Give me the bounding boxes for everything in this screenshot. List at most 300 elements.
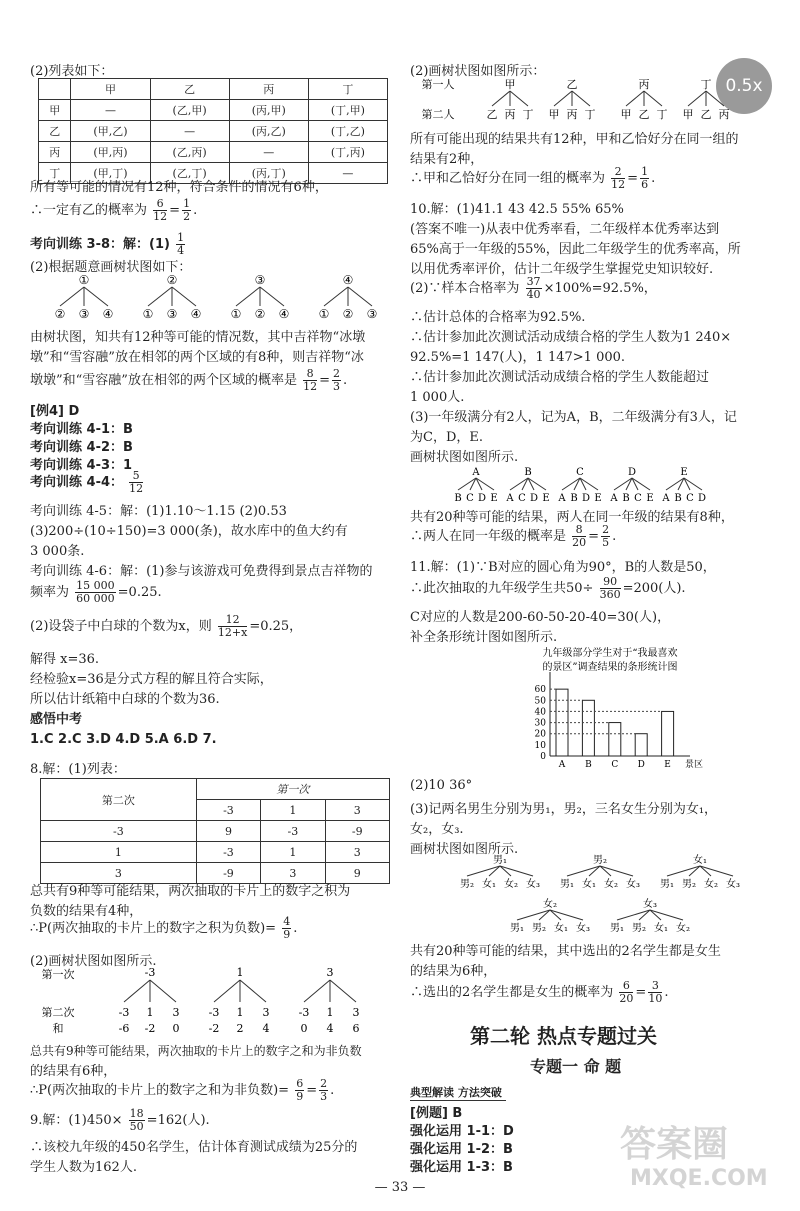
tree-branch [572,91,590,106]
text-line: 为C，D，E. [410,430,483,445]
bar-chart [510,646,710,776]
answer-line: 考向训练 4-4： $\frac{5}{12}$ [30,469,144,495]
fraction: $\frac{6}{20}$ [619,979,634,1005]
tree-label: 第一人 [421,78,455,91]
table-cell: 3 [41,863,197,884]
y-tick-label: 40 [534,707,546,718]
tree-leaf: ④ [278,307,290,321]
text-line: 10.解：(1)41.1 43 42.5 55% 65% [410,202,624,217]
text-line: 所有可能出现的结果共有12种，甲和乙恰好分在同一组的 [410,132,739,147]
text-line: 共有20种等可能的结果，两人在同一年级的结果有8种， [410,510,734,525]
table-cell: -3 [196,842,260,863]
text-line: 墩墩”和“雪容融”放在相邻的两个区域的概率是 $\frac{8}{12}$ = $\frac{2}{3}$ . [30,367,348,393]
fraction: $\frac{8}{12}$ [303,367,318,393]
pairs-table [38,78,388,184]
text-line: 考向训练 3-8：解：(1) $\frac{1}{4}$ [30,231,185,257]
tree-leaf: 乙 [638,108,650,121]
tree-node: ③ [254,273,266,287]
tree-leaf: 甲 [620,108,632,121]
tree-leaf: E [646,493,654,504]
table-cell: 1 [261,800,325,821]
tree-leaf: C [686,493,694,504]
tree-leaf: 甲 [682,108,694,121]
x-tick-label: D [637,760,645,770]
tree-branch [510,91,528,106]
text-line: 总共有9种等可能结果，两次抽取的卡片上的数字之积为 [30,884,351,899]
table-cell: -3 [41,821,197,842]
text-line: (3)200÷(10÷150)=3 000(条)，故水库中的鱼大约有 [30,524,348,539]
tree-node: 女₁ [692,855,708,866]
tree-leaf: A [506,493,514,504]
fraction: $\frac{1}{6}$ [641,165,649,191]
tree-branch [124,980,150,1002]
bar [635,734,647,756]
fraction: $\frac{3}{10}$ [648,979,663,1005]
table-cell: (丁,乙) [308,121,387,142]
text-line: (3)一年级满分有2人，记为A，B，二年级满分有3人，记 [410,410,737,425]
text-line: 92.5%=1 147(人)，1 147>1 000. [410,350,626,365]
table-cell: (丁,甲) [308,100,387,121]
tree-diagram-5a [410,852,780,890]
text-line: 65%高于一年级的55%，因此二年级学生的优秀率高，所 [410,242,741,257]
tree-branch [554,91,572,106]
tree-label: 第二次 [41,1006,75,1019]
tree-leaf: 男₂ [459,879,475,890]
table-cell: 乙 [39,121,71,142]
fraction: $\frac{15 000}{60 000}$ [76,579,115,605]
text-line: (2)画树状图如图所示： [410,64,546,79]
tree-leaf: 女₁ [653,923,669,934]
tree-leaf: ③ [366,307,378,321]
table-cell: — [308,163,387,184]
tree-leaf: 男₂ [631,923,647,934]
tree-leaf: ① [318,307,330,321]
bar [609,723,621,756]
x-tick-label: C [611,760,619,770]
answer-line: 考向训练 4-5：解：(1)1.10～1.15 (2)0.53 [30,504,287,519]
tree-node: C [576,467,584,478]
tree-leaf: 女₁ [553,923,569,934]
tree-sum: -6 [118,1022,130,1035]
table-cell: 丙 [229,79,308,100]
fraction: $\frac{4}{9}$ [283,915,291,941]
x-axis-label: 景区 [684,760,704,770]
x-tick-label: E [664,760,671,770]
tree-diagram-4 [410,464,770,504]
table-cell: 3 [261,863,325,884]
tree-leaf: 丁 [584,108,596,121]
tree-leaf: 女₃ [625,879,641,890]
tree-leaf: 女₃ [525,879,541,890]
tree-leaf: -3 [298,1006,310,1019]
y-tick-label: 30 [534,718,546,729]
text-line: 女₂，女₃. [410,822,464,837]
text-line: 补全条形统计图如图所示. [410,630,558,645]
tree-branch [348,287,372,306]
text-line: ∴P(两次抽取的卡片上的数字之和为非负数)= $\frac{6}{9}$ = $\frac{2}{3}$ . [30,1077,335,1103]
tree-node: 男₂ [592,855,608,866]
text-line: ∴一定有乙的概率为 $\frac{6}{12}$ = $\frac{1}{2}$ . [30,197,198,223]
text-line: 9.解：(1)450× $\frac{18}{50}$ =162(人). [30,1107,210,1133]
tree-leaf: C [466,493,474,504]
tree-leaf: 男₁ [659,879,675,890]
table-cell: 9 [196,821,260,842]
table-cell: 3 [325,842,389,863]
tree-label: 第二人 [421,108,455,121]
text-line: (2)∵样本合格率为 $\frac{37}{40}$ ×100%=92.5%， [410,275,657,301]
text-line: (2)10 36° [410,778,473,793]
tree-leaf: B [454,493,462,504]
text-line: 墩”和“雪容融”放在相邻的两个区域的有8种，则吉祥物“冰 [30,350,364,365]
text-line: 所以估计纸箱中白球的个数为36. [30,692,220,707]
text-line: (2)画树状图如图所示. [30,954,157,969]
tree-label: 第一次 [41,968,75,981]
tree-sum: 2 [236,1022,244,1035]
answer-line: 考向训练 4-1：B [30,422,133,437]
fraction: $\frac{2}{3}$ [333,367,340,393]
table-cell: — [150,121,229,142]
text-line: 画树状图如图所示. [410,842,519,857]
tree-leaf: B [674,493,682,504]
x-tick-label: A [558,760,566,770]
tree-leaf: 男₁ [609,923,625,934]
tree-leaf: 丙 [566,108,578,121]
tree-leaf: ① [230,307,242,321]
x-tick-label: B [585,760,592,770]
tree-leaf: D [477,493,487,504]
tree-node: 男₁ [492,855,508,866]
table-cell: — [229,142,308,163]
tree-leaf: 丙 [504,108,516,121]
tree-leaf: ③ [78,307,90,321]
example-label: [例题] B [410,1106,463,1121]
tree-branch [644,91,662,106]
tree-leaf: 乙 [700,108,712,121]
tree-branch [60,287,84,306]
text-line: 8.解：(1)列表： [30,762,126,777]
tree-leaf: D [697,493,707,504]
tree-node: 甲 [504,78,516,91]
tree-node: B [524,467,532,478]
fraction: $\frac{37}{40}$ [526,275,541,301]
tree-leaf: 女₁ [581,879,597,890]
tree-branch [706,91,724,106]
text-line: 的结果有6种， [30,1064,117,1079]
text-line: 由树状图，知共有12种等可能的情况数，其中吉祥物“冰墩 [30,330,366,345]
text-line: 以用优秀率评价，估计二年级学生掌握党史知识较好. [410,262,714,277]
text-line: ∴两人在同一年级的概率是 $\frac{8}{20}$ = $\frac{2}{5}$ . [410,523,617,549]
tree-sum: 4 [262,1022,270,1035]
fraction: $\frac{18}{50}$ [129,1107,144,1133]
table-row [39,142,388,163]
text-line: 频率为 $\frac{15 000}{60 000}$ =0.25. [30,579,162,605]
text-line: 1 000人. [410,390,465,405]
tree-node: -3 [144,966,156,979]
text-line: (2)列表如下： [30,64,114,79]
tree-leaf: ④ [190,307,202,321]
tree-leaf: 丁 [656,108,668,121]
table-cell: (丙,乙) [229,121,308,142]
text-line: 画树状图如图所示. [410,450,519,465]
fraction: $\frac{12}{12+x}$ [217,613,248,639]
tree-node: ② [166,273,178,287]
fraction: $\frac{8}{20}$ [572,523,587,549]
section-heading: 感悟中考 [30,712,83,727]
text-line: ∴该校九年级的450名学生，估计体育测试成绩为25分的 [30,1140,358,1155]
topic-title: 专题一 命 题 [530,1057,622,1076]
tree-leaf: 女₂ [603,879,619,890]
tree-diagram-1 [30,272,400,326]
tree-leaf: B [622,493,630,504]
tree-leaf: 1 [326,1006,334,1019]
text-line: 解得 x=36. [30,652,100,667]
tree-branch [172,287,196,306]
table-cell: 甲 [39,100,71,121]
table-cell: -3 [196,800,260,821]
text-line: (2)设袋子中白球的个数为x，则 $\frac{12}{12+x}$ =0.25， [30,613,303,639]
tree-branch [492,91,510,106]
tree-branch [626,91,644,106]
example-label: [例4] D [30,404,80,419]
tree-leaf: -3 [208,1006,220,1019]
table-cell: (乙,丁) [150,163,229,184]
tree-diagram-3 [410,76,730,126]
y-tick-label: 10 [534,740,546,751]
tree-node: 丁 [700,78,712,91]
text-line: ∴估计总体的合格率为92.5%. [410,310,586,325]
answer-line: 强化运用 1-3：B [410,1160,513,1175]
text-line: 总共有9种等可能结果，两次抽取的卡片上的数字之和为非负数 [30,1044,362,1058]
tree-node: 丙 [638,78,650,91]
tree-branch [330,980,356,1002]
table-corner: 第二次 [41,779,197,821]
table-cell: 3 [325,800,389,821]
table-cell: -3 [261,821,325,842]
tree-sum: -2 [208,1022,220,1035]
tree-leaf: ② [54,307,66,321]
table-cell: (甲,丁) [71,163,150,184]
tree-leaf: 1 [236,1006,244,1019]
tree-branch [148,287,172,306]
tree-branch [236,287,260,306]
round-title: 第二轮 热点专题过关 [470,1024,657,1048]
tree-leaf: 男₂ [681,879,697,890]
page-number: — 33 — [374,1180,426,1195]
tree-branch [150,980,176,1002]
fraction: $\frac{5}{12}$ [129,469,144,495]
tree-leaf: ② [254,307,266,321]
tree-leaf: 女₃ [575,923,591,934]
tree-branch [214,980,240,1002]
tree-leaf: 3 [172,1006,180,1019]
tree-leaf: E [542,493,550,504]
tree-leaf: B [570,493,578,504]
tree-node: A [472,467,480,478]
tree-node: ① [78,273,90,287]
text-line: (答案不唯一)从表中优秀率看，二年级样本优秀率达到 [410,222,720,237]
tree-leaf: 丙 [718,108,730,121]
fraction: $\frac{1}{2}$ [183,197,191,223]
answer-line: 考向训练 4-2：B [30,440,133,455]
table-row [41,842,390,863]
tree-sum: 6 [352,1022,360,1035]
tree-leaf: 甲 [548,108,560,121]
bar [582,700,594,756]
table-cell: (丙,甲) [229,100,308,121]
table-cell: -9 [196,863,260,884]
text-line: 3 000条. [30,544,85,559]
text-line: 学生人数为162人. [30,1160,137,1175]
table-row [39,100,388,121]
answer-line: 强化运用 1-1：D [410,1124,514,1139]
text-line: 所有等可能的情况有12种，符合条件的情况有6种， [30,180,328,195]
tree-leaf: C [634,493,642,504]
answer-line: 强化运用 1-2：B [410,1142,513,1157]
text-line: ∴P(两次抽取的卡片上的数字之积为负数)= $\frac{4}{9}$ . [30,915,298,941]
tree-leaf: A [662,493,670,504]
bar [662,711,674,756]
answer-line: 1.C 2.C 3.D 4.D 5.A 6.D 7. [30,732,217,747]
table-cell: -9 [325,821,389,842]
fraction: $\frac{2}{3}$ [320,1077,328,1103]
tree-leaf: D [581,493,591,504]
tree-sum: 0 [300,1022,308,1035]
text-line: ∴估计参加此次测试活动成绩合格的学生人数为1 240× [410,330,732,345]
table-cell: 1 [261,842,325,863]
text-line: ∴此次抽取的九年级学生共50÷ $\frac{90}{360}$ =200(人). [410,575,686,601]
answer-line: 考向训练 4-6：解：(1)参与该游戏可免费得到景点吉祥物的 [30,564,373,579]
tree-leaf: 3 [352,1006,360,1019]
answer-line: 考向训练 4-3：1 [30,458,133,473]
text-line: 11.解：(1)∵B对应的圆心角为90°，B的人数是50， [410,560,716,575]
product-table [40,778,390,884]
text-line: C对应的人数是200-60-50-20-40=30(人)， [410,610,671,625]
tree-label: 和 [52,1022,64,1035]
tree-leaf: D [529,493,539,504]
tree-sum: 0 [172,1022,180,1035]
y-tick-label: 60 [534,685,546,696]
tree-leaf: 女₂ [503,879,519,890]
tree-leaf: ④ [102,307,114,321]
table-cell: (丁,丙) [308,142,387,163]
tree-leaf: C [518,493,526,504]
text-line: 共有20种等可能的结果，其中选出的2名学生都是女生 [410,944,721,959]
table-cell: 第一次 [196,779,389,800]
table-cell: — [71,100,150,121]
tree-node: 乙 [566,78,578,91]
text-line: ∴选出的2名学生都是女生的概率为 $\frac{6}{20}$ = $\frac{3}{10}$ . [410,979,669,1005]
text-line: ∴甲和乙恰好分在同一组的概率为 $\frac{2}{12}$ = $\frac{1}{6}$ . [410,165,656,191]
tree-leaf: E [490,493,498,504]
table-cell: (甲,丙) [71,142,150,163]
tree-node: ④ [342,273,354,287]
tree-node: D [627,467,637,478]
tree-leaf: A [558,493,566,504]
tree-leaf: ③ [166,307,178,321]
table-cell: 丁 [308,79,387,100]
tree-sum: 4 [326,1022,334,1035]
tree-leaf: 女₂ [675,923,691,934]
zoom-badge[interactable]: 0.5x [716,58,772,114]
table-cell: 1 [41,842,197,863]
y-tick-label: 20 [534,729,546,740]
table-cell: (甲,乙) [71,121,150,142]
tree-node: 女₂ [542,899,558,910]
section-label: 考向训练 3-8： [30,237,124,252]
table-cell: 丁 [39,163,71,184]
table-cell [39,79,71,100]
text-line: 负数的结果有4种， [30,904,143,919]
tree-leaf: 乙 [486,108,498,121]
tree-leaf: 男₂ [531,923,547,934]
text-line: 的结果为6种， [410,964,497,979]
chart-title: 九年级部分学生对于“我最喜欢 [542,648,678,659]
table-cell: 甲 [71,79,150,100]
table-cell: 丙 [39,142,71,163]
tree-leaf: 丁 [522,108,534,121]
fraction: $\frac{2}{5}$ [602,523,610,549]
table-row [41,821,390,842]
table-cell: (乙,丙) [150,142,229,163]
tree-leaf: E [594,493,602,504]
fraction: $\frac{6}{9}$ [296,1077,304,1103]
tree-branch [260,287,284,306]
text-line: (2)根据题意画树状图如下： [30,260,192,275]
table-cell: (乙,甲) [150,100,229,121]
tree-leaf: 男₁ [509,923,525,934]
tree-node: 女₃ [642,899,658,910]
tree-leaf: -3 [118,1006,130,1019]
text-line: 经检验x=36是分式方程的解且符合实际， [30,672,273,687]
fraction: $\frac{2}{12}$ [611,165,626,191]
tree-branch [324,287,348,306]
tree-branch [84,287,108,306]
fraction: $\frac{90}{360}$ [599,575,621,601]
text-line: ∴估计参加此次测试活动成绩合格的学生人数能超过 [410,370,710,385]
tree-node: 3 [326,966,334,979]
table-cell: 9 [325,863,389,884]
tree-branch [304,980,330,1002]
tree-leaf: ② [342,307,354,321]
tree-leaf: ① [142,307,154,321]
chart-title: 的景区”调查结果的条形统计图 [542,662,678,673]
watermark-url: MXQE.COM [630,1166,768,1191]
table-row [39,121,388,142]
table-cell: (丙,丁) [229,163,308,184]
table-cell: 乙 [150,79,229,100]
method-heading: 典型解读 方法突破 [410,1084,506,1101]
tree-leaf: 1 [146,1006,154,1019]
tree-leaf: 男₁ [559,879,575,890]
tree-branch [240,980,266,1002]
y-tick-label: 0 [540,752,546,762]
fraction: $\frac{1}{4}$ [177,231,185,257]
tree-leaf: 3 [262,1006,270,1019]
tree-diagram-5b [410,896,780,934]
fraction: $\frac{6}{12}$ [153,197,168,223]
text-line: (3)记两名男生分别为男₁，男₂，三名女生分别为女₁， [410,802,718,817]
table-row [39,79,388,100]
watermark-logo: 答案圈 [620,1124,729,1165]
tree-leaf: A [610,493,618,504]
tree-diagram-2 [30,964,400,1042]
tree-leaf: 女₂ [703,879,719,890]
table-row [41,779,390,800]
text-line: 结果有2种， [410,152,484,167]
tree-node: 1 [236,966,244,979]
tree-leaf: 女₁ [481,879,497,890]
tree-branch [688,91,706,106]
